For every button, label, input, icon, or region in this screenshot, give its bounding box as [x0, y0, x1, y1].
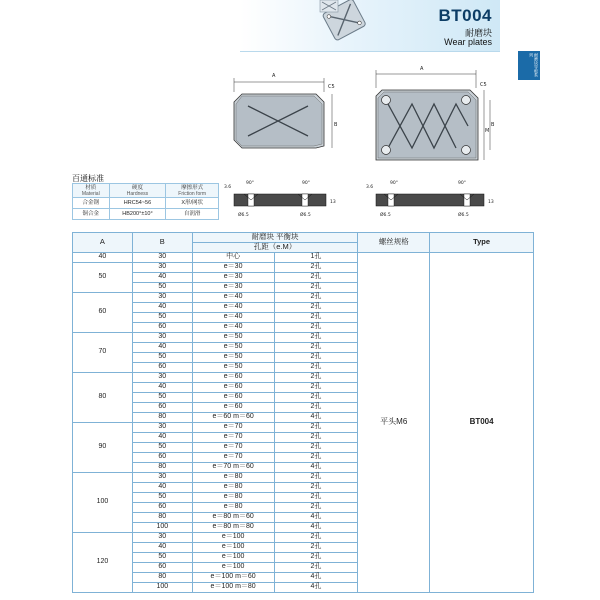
header-a: A — [73, 233, 133, 253]
cell-hole-pitch: e＝60 m＝60 — [192, 413, 274, 423]
cell-b: 60 — [132, 323, 192, 333]
cell-hole-pitch: e＝70 — [192, 423, 274, 433]
cell-b: 40 — [132, 433, 192, 443]
material-table — [72, 183, 219, 220]
cell-hole-pitch: e＝40 — [192, 303, 274, 313]
cell-hole-count: 2孔 — [274, 373, 358, 383]
left-top-view-drawing — [228, 66, 346, 152]
right-dim-c: C5 — [480, 82, 487, 88]
left-dim-a: A — [272, 73, 276, 79]
cell-b: 80 — [132, 573, 192, 583]
left-angle-label-1: 90° — [246, 181, 254, 186]
right-angle-label-2: 90° — [458, 181, 466, 186]
left-dim-c: C5 — [328, 84, 335, 90]
cell-b: 60 — [132, 503, 192, 513]
right-dim-m: M — [485, 128, 490, 134]
cell-hole-count: 2孔 — [274, 353, 358, 363]
cell-a: 80 — [73, 373, 133, 423]
cell-b: 40 — [132, 303, 192, 313]
cell-hole-pitch: e＝60 — [192, 373, 274, 383]
cell-b: 30 — [132, 253, 192, 263]
right-hole-label-1: Ø6.5 — [380, 213, 391, 218]
cell-hole-count: 2孔 — [274, 273, 358, 283]
cell-hole-count: 2孔 — [274, 453, 358, 463]
left-hole-label-2: Ø6.5 — [300, 213, 311, 218]
cell-hole-count: 2孔 — [274, 263, 358, 273]
cell-b: 40 — [132, 273, 192, 283]
left-hole-label-1: Ø6.5 — [238, 213, 249, 218]
material-header-material: 材质 Material — [73, 184, 110, 198]
cell-hole-pitch: e＝100 m＝60 — [192, 573, 274, 583]
cell-hole-count: 4孔 — [274, 513, 358, 523]
cell-hole-pitch: e＝50 — [192, 333, 274, 343]
cell-hole-pitch: e＝60 — [192, 403, 274, 413]
left-dim-b: B — [334, 122, 338, 128]
cell-b: 60 — [132, 403, 192, 413]
cell-hole-pitch: e＝70 m＝60 — [192, 463, 274, 473]
table-row — [73, 253, 534, 263]
cell-b: 50 — [132, 313, 192, 323]
cell-hole-count: 2孔 — [274, 343, 358, 353]
cell-b: 50 — [132, 443, 192, 453]
cell-b: 80 — [132, 413, 192, 423]
cell-hole-pitch: e＝80 — [192, 483, 274, 493]
cell-hole-pitch: e＝40 — [192, 323, 274, 333]
right-dim-a: A — [420, 66, 424, 72]
cell-hole-count: 2孔 — [274, 443, 358, 453]
product-name-cn: 耐磨块 — [464, 28, 492, 38]
cell-hole-count: 2孔 — [274, 363, 358, 373]
hardness-cell: HRC54~56 — [109, 198, 166, 209]
right-dim-b: B — [491, 122, 495, 128]
cell-hole-count: 2孔 — [274, 493, 358, 503]
header-group: 耐磨块 平衡块 — [192, 233, 358, 243]
cell-hole-count: 2孔 — [274, 503, 358, 513]
cell-hole-count: 2孔 — [274, 563, 358, 573]
friction-cell: X形/网状 — [166, 198, 219, 209]
cell-hole-pitch: e＝80 m＝80 — [192, 523, 274, 533]
cell-b: 50 — [132, 283, 192, 293]
cell-hole-pitch: e＝50 — [192, 353, 274, 363]
cell-hole-pitch: e＝100 — [192, 563, 274, 573]
cell-hole-pitch: e＝80 m＝60 — [192, 513, 274, 523]
cell-type: BT004 — [430, 253, 534, 593]
right-top-view-drawing — [368, 64, 500, 164]
cell-hole-pitch: e＝60 — [192, 383, 274, 393]
right-depth-label: 3.6 — [366, 185, 374, 190]
cell-b: 40 — [132, 383, 192, 393]
material-table-title: 百通标准 — [72, 174, 104, 183]
cell-b: 50 — [132, 493, 192, 503]
cell-hole-pitch: e＝80 — [192, 503, 274, 513]
cell-a: 40 — [73, 253, 133, 263]
cell-b: 30 — [132, 263, 192, 273]
cell-b: 40 — [132, 343, 192, 353]
right-hole-label-2: Ø6.5 — [458, 213, 469, 218]
cell-b: 40 — [132, 543, 192, 553]
cell-hole-count: 1孔 — [274, 253, 358, 263]
cell-hole-pitch: e＝30 — [192, 273, 274, 283]
cell-hole-pitch: e＝80 — [192, 493, 274, 503]
material-row — [73, 209, 219, 220]
cell-hole-pitch: e＝30 — [192, 283, 274, 293]
cell-b: 30 — [132, 293, 192, 303]
cell-b: 30 — [132, 473, 192, 483]
cell-hole-count: 2孔 — [274, 433, 358, 443]
cell-screw: 平头M6 — [358, 253, 430, 593]
right-thickness-label: 13 — [488, 200, 494, 205]
material-cell: 合金钢 — [73, 198, 110, 209]
cell-hole-pitch: e＝50 — [192, 343, 274, 353]
cell-b: 30 — [132, 423, 192, 433]
cell-hole-count: 2孔 — [274, 313, 358, 323]
cell-b: 30 — [132, 373, 192, 383]
cell-hole-count: 4孔 — [274, 573, 358, 583]
cell-hole-pitch: e＝100 — [192, 543, 274, 553]
left-section-view-drawing — [224, 174, 342, 220]
material-header-friction: 摩擦形式 Friction form — [166, 184, 219, 198]
cell-hole-count: 4孔 — [274, 523, 358, 533]
cell-b: 50 — [132, 353, 192, 363]
material-header-hardness: 硬度 Hardness — [109, 184, 166, 198]
cell-a: 70 — [73, 333, 133, 373]
cell-a: 60 — [73, 293, 133, 333]
header-type: Type — [430, 233, 534, 253]
cell-b: 60 — [132, 563, 192, 573]
cell-hole-pitch: e＝70 — [192, 433, 274, 443]
product-name-en: Wear plates — [444, 37, 492, 47]
cell-b: 30 — [132, 533, 192, 543]
cell-hole-count: 2孔 — [274, 473, 358, 483]
left-depth-label: 3.6 — [224, 185, 232, 190]
product-photo-icon — [318, 0, 374, 42]
cell-a: 90 — [73, 423, 133, 473]
cell-hole-count: 2孔 — [274, 403, 358, 413]
cell-hole-pitch: e＝50 — [192, 363, 274, 373]
product-code: BT004 — [438, 6, 492, 25]
cell-b: 30 — [132, 333, 192, 343]
cell-hole-count: 2孔 — [274, 293, 358, 303]
material-cell: 铜合金 — [73, 209, 110, 220]
cell-a: 120 — [73, 533, 133, 593]
cell-hole-pitch: 中心 — [192, 253, 274, 263]
cell-b: 50 — [132, 393, 192, 403]
side-category-tab[interactable]: 耐磨块导板系列 — [518, 51, 540, 80]
cell-b: 100 — [132, 523, 192, 533]
header-b: B — [132, 233, 192, 253]
cell-b: 80 — [132, 513, 192, 523]
hardness-cell: HB200°±10° — [109, 209, 166, 220]
cell-hole-count: 4孔 — [274, 583, 358, 593]
cell-hole-count: 4孔 — [274, 413, 358, 423]
right-angle-label-1: 90° — [390, 181, 398, 186]
cell-b: 50 — [132, 553, 192, 563]
cell-hole-count: 2孔 — [274, 543, 358, 553]
left-thickness-label: 13 — [330, 200, 336, 205]
cell-hole-pitch: e＝30 — [192, 263, 274, 273]
cell-hole-pitch: e＝70 — [192, 453, 274, 463]
header-screw: 螺丝规格 — [358, 233, 430, 253]
cell-b: 100 — [132, 583, 192, 593]
cell-hole-count: 2孔 — [274, 323, 358, 333]
cell-hole-count: 2孔 — [274, 553, 358, 563]
cell-hole-count: 2孔 — [274, 383, 358, 393]
cell-b: 60 — [132, 453, 192, 463]
cell-hole-pitch: e＝60 — [192, 393, 274, 403]
cell-hole-pitch: e＝40 — [192, 313, 274, 323]
cell-hole-count: 2孔 — [274, 393, 358, 403]
cell-hole-pitch: e＝100 m＝80 — [192, 583, 274, 593]
cell-a: 100 — [73, 473, 133, 533]
cell-b: 60 — [132, 363, 192, 373]
cell-hole-pitch: e＝100 — [192, 533, 274, 543]
cell-a: 50 — [73, 263, 133, 293]
cell-hole-count: 2孔 — [274, 423, 358, 433]
cell-hole-pitch: e＝100 — [192, 553, 274, 563]
header-hole-pitch: 孔距（e.M） — [192, 243, 358, 253]
material-row — [73, 198, 219, 209]
cell-hole-pitch: e＝80 — [192, 473, 274, 483]
spec-table — [72, 232, 534, 593]
cell-hole-pitch: e＝40 — [192, 293, 274, 303]
cell-b: 80 — [132, 463, 192, 473]
left-angle-label-2: 90° — [302, 181, 310, 186]
right-section-view-drawing — [366, 174, 500, 220]
cell-hole-count: 2孔 — [274, 303, 358, 313]
cell-hole-pitch: e＝70 — [192, 443, 274, 453]
cell-hole-count: 2孔 — [274, 283, 358, 293]
cell-hole-count: 4孔 — [274, 463, 358, 473]
cell-hole-count: 2孔 — [274, 483, 358, 493]
cell-hole-count: 2孔 — [274, 533, 358, 543]
friction-cell: 自润滑 — [166, 209, 219, 220]
cell-b: 40 — [132, 483, 192, 493]
cell-hole-count: 2孔 — [274, 333, 358, 343]
